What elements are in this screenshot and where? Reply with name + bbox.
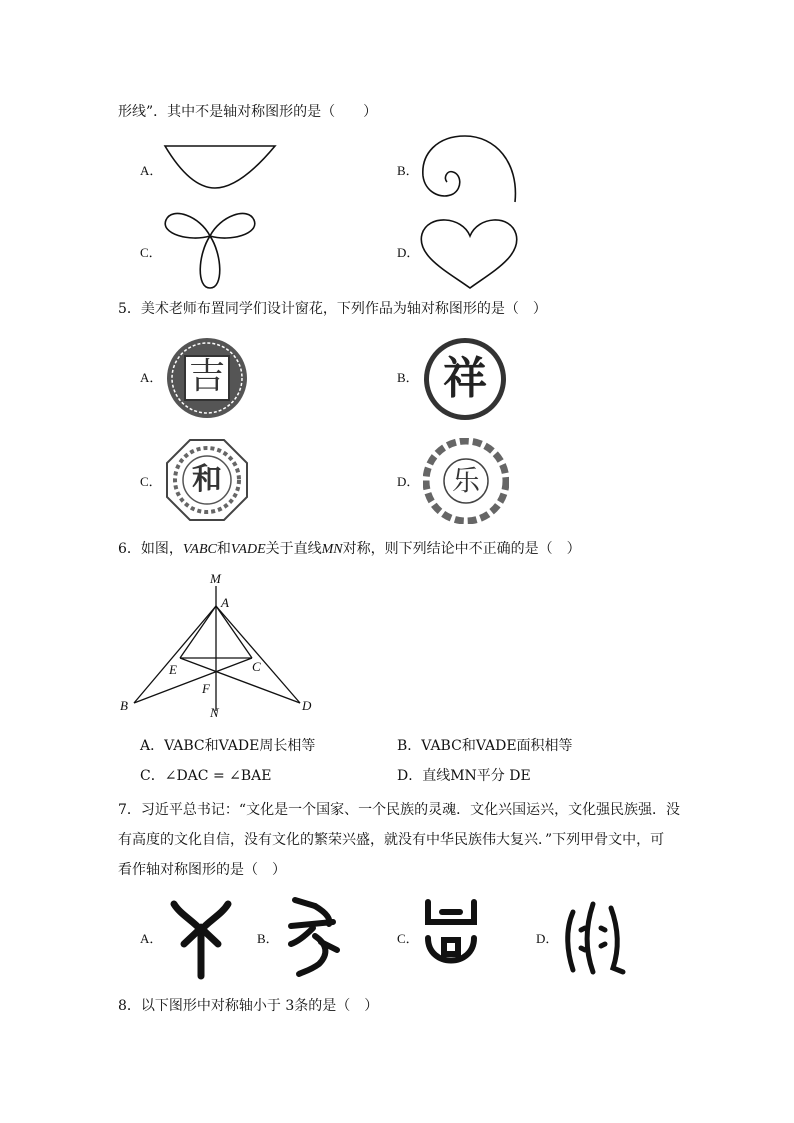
q5-option-a-figure: [165, 336, 249, 420]
q5-char-he: 和: [192, 462, 222, 497]
q6-point-m: M: [210, 571, 221, 586]
q6-line-mn: MN: [321, 542, 343, 557]
q7-option-d-glyph: [563, 898, 629, 978]
q5-stem: 5．美术老师布置同学们设计窗花，下列作品为轴对称图形的是（ ）: [118, 301, 547, 317]
q6-stem-post: 对称，则下列结论中不正确的是（ ）: [342, 541, 581, 557]
q7-stem-line3: 看作轴对称图形的是（ ）: [118, 862, 286, 878]
q4-option-a-label: A．: [140, 163, 163, 178]
q6-stem: [118, 539, 581, 560]
q5-char-xiang: 祥: [443, 353, 487, 404]
q6-stem-pre: 6．如图，: [118, 541, 183, 557]
q4-option-b-figure: [415, 132, 525, 204]
q4-option-a-figure: [160, 140, 280, 195]
q5-option-d-figure: [423, 438, 509, 524]
q5-option-b-label: B．: [397, 370, 419, 385]
q5-option-a-label: A．: [140, 370, 163, 385]
q7-option-d-label: D．: [536, 931, 559, 946]
q6-point-n: N: [210, 705, 219, 720]
q5-option-c-label: C．: [140, 474, 162, 489]
q5-option-d-label: D．: [397, 474, 420, 489]
q6-point-b: B: [120, 698, 128, 713]
q6-option-d: D．直线MN平分 DE: [397, 768, 531, 784]
q5-char-le: 乐: [451, 464, 480, 497]
q7-option-c-label: C．: [397, 931, 419, 946]
q7-option-b-glyph: [285, 892, 341, 980]
q6-point-c: C: [252, 659, 261, 674]
q5-char-ji: 吉: [188, 356, 225, 397]
q4-option-d-label: D．: [397, 245, 420, 260]
q6-option-a: A．VABC和VADE周长相等: [140, 738, 316, 754]
q6-triangle-abc: VABC: [182, 542, 217, 557]
q6-point-d: D: [302, 698, 312, 713]
q5-option-c-figure: [165, 438, 249, 522]
q4-option-b-label: B．: [397, 163, 419, 178]
q7-option-b-label: B．: [257, 931, 279, 946]
q4-option-d-figure: [418, 212, 522, 292]
q6-option-b: B．VABC和VADE面积相等: [397, 738, 573, 754]
q6-stem-and: 和: [216, 541, 231, 557]
q6-triangle-ade: VADE: [230, 542, 266, 557]
q6-geometry-figure: [112, 566, 322, 726]
q6-point-f: F: [202, 681, 210, 696]
q8-stem: 8．以下图形中对称轴小于 3条的是（ ）: [118, 998, 379, 1014]
q6-option-c: C．∠DAC = ∠BAE: [140, 768, 272, 784]
q7-option-a-label: A．: [140, 931, 163, 946]
q7-stem-line1: 7．习近平总书记：“文化是一个国家、一个民族的灵魂．文化兴国运兴，文化强民族强．没: [118, 802, 681, 818]
q7-stem-line2: 有高度的文化自信，没有文化的繁荣兴盛，就没有中华民族伟大复兴．”下列甲骨文中，可: [118, 832, 665, 848]
q5-option-b-figure: [422, 336, 508, 422]
q6-point-e: E: [169, 662, 177, 677]
q7-option-a-glyph: [168, 898, 234, 982]
q6-point-a: A: [221, 595, 229, 610]
q4-stem-tail: 形线”．其中不是轴对称图形的是（ ）: [118, 104, 378, 120]
q6-stem-mid: 关于直线: [265, 541, 322, 557]
q4-option-c-figure: [160, 208, 260, 294]
q7-option-c-glyph: [422, 894, 480, 976]
q4-option-c-label: C．: [140, 245, 162, 260]
